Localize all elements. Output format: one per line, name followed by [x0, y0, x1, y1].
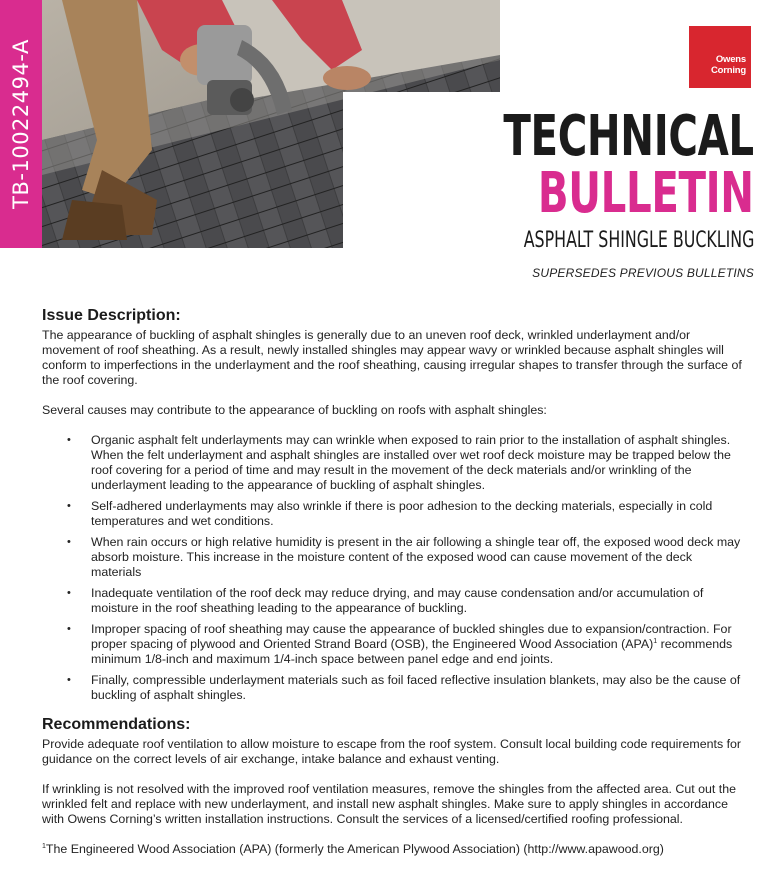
bullet-icon: • [67, 434, 71, 446]
list-item: • Improper spacing of roof sheathing may cause the appearance of buckled shingles due to expansion/contraction. For proper spacing of plywood and Oriented Strand Board (OSB), the Engineered Wood Association (APA)$^1$ recommends minimum 1/8-inch and maximum 1/4-inch space between panel edge and end joints. [67, 622, 733, 666]
causes-list [42, 433, 742, 703]
title-technical: TECHNICAL [503, 104, 754, 169]
bullet-icon: • [67, 674, 71, 686]
footnote-ref: 1 [653, 638, 658, 645]
list-item: • Finally, compressible underlayment materials such as foil faced reflective insulation blankets, may also be the cause of buckling of asphalt shingles. [67, 673, 741, 702]
causes-intro: Several causes may contribute to the appearance of buckling on roofs with asphalt shingles: [42, 403, 547, 417]
document-code-tab [0, 0, 42, 248]
supersedes-note: SUPERSEDES PREVIOUS BULLETINS [532, 266, 754, 280]
recommendation-paragraph-2: If wrinkling is not resolved with the improved roof ventilation measures, remove the shingles from the affected area. Cut out the wrinkled felt and replace with new underlayment, and install new asphalt shingles. Make sure to apply shingles in accordance with Owens Corning’s written installation instructions. Consult the services of a licensed/certified roofing professional. [42, 782, 736, 826]
bullet-icon: • [67, 623, 71, 635]
list-item: • When rain occurs or high relative humidity is present in the air following a shingle tear off, the exposed wood deck may absorb moisture. This increase in the moisture content of the exposed wood can cause movement of the deck materials [67, 535, 741, 579]
issue-heading: Issue Description: [42, 307, 181, 324]
bullet-icon: • [67, 500, 71, 512]
document-code: TB-10022494-A [9, 39, 33, 209]
footnote-marker: 1 [42, 843, 46, 850]
bullet-icon: • [67, 587, 71, 599]
footnote: $^1$The Engineered Wood Association (APA) (formerly the American Plywood Association) (http://www.apawood.org) [42, 842, 664, 856]
recommendation-paragraph-1: Provide adequate roof ventilation to allow moisture to escape from the roof system. Consult local building code requirements for guidance on the correct levels of air exchange, intake balance and exhaust venting. [42, 737, 742, 766]
list-item: • Organic asphalt felt underlayments may can wrinkle when exposed to rain prior to the installation of asphalt shingles. When the felt underlayment and asphalt shingles are installed over wet roof deck moisture may be trapped below the roof covering for a period of time and may result in the movement of the deck materials and/or wrinkling of the underlayment leading to the appearance of buckling of asphalt shingles. [67, 433, 731, 492]
bulletin-subtitle: ASPHALT SHINGLE BUCKLING [523, 228, 754, 253]
issue-intro: The appearance of buckling of asphalt shingles is generally due to an uneven roof deck, wrinkled underlayment and/or movement of roof sheathing. As a result, newly installed shingles may appear wavy or wrinkled because asphalt shingles will conform to imperfections in the underlayment and the roof sheathing, causing irregular shapes to transfer through the surface of the roof covering. [42, 328, 742, 387]
header-background [343, 92, 503, 252]
recommendations-heading: Recommendations: [42, 716, 191, 733]
owens-corning-logo: Owens Corning [689, 26, 751, 88]
bullet-icon: • [67, 536, 71, 548]
list-item: • Self-adhered underlayments may also wrinkle if there is poor adhesion to the decking materials, especially in cold temperatures and wet conditions. [67, 499, 713, 528]
bulletin-body [42, 306, 742, 857]
list-item: • Inadequate ventilation of the roof deck may reduce drying, and may cause condensation and/or accumulation of moisture in the roof sheathing leading to the appearance of buckling. [67, 586, 704, 615]
title-bulletin: BULLETIN [538, 161, 754, 226]
